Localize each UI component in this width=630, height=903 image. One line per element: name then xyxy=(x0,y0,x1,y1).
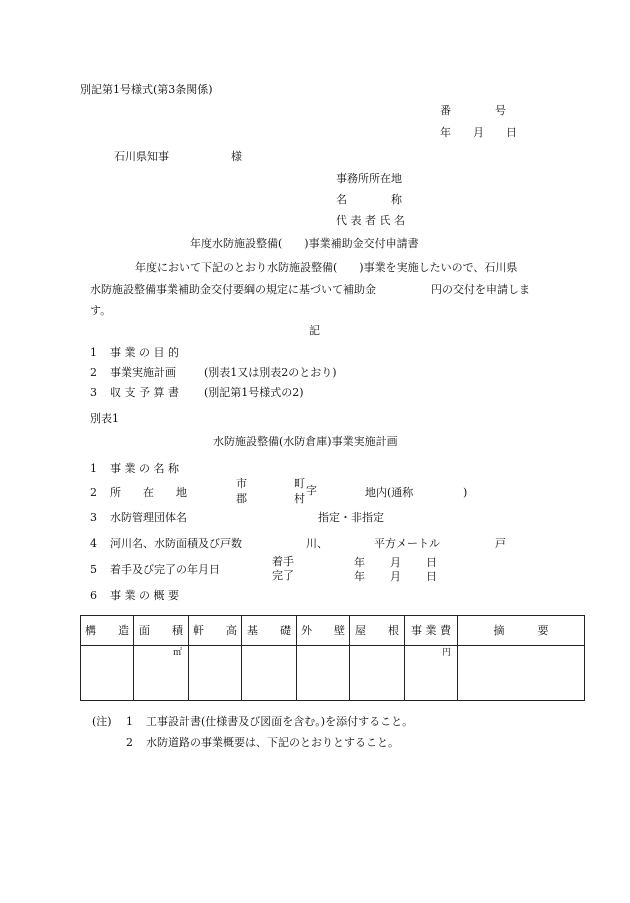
start-day-unit: 日 xyxy=(426,556,437,569)
appendix-label: 別表1 xyxy=(90,412,119,425)
row-number: 4 xyxy=(90,537,97,550)
remarks-cell[interactable] xyxy=(458,646,585,701)
header-project-cost: 事 業 費 xyxy=(405,616,458,646)
row-label: 着手及び完了の年月日 xyxy=(110,563,220,576)
appendix-title: 水防施設整備(水防倉庫)事業実施計画 xyxy=(213,435,398,448)
form-reference: 別記第1号様式(第3条関係) xyxy=(80,83,213,96)
row-number: 3 xyxy=(90,511,97,524)
applicant-name-label: 名 称 xyxy=(336,193,402,206)
designation-text: 指定・非指定 xyxy=(318,511,384,524)
ki-heading: 記 xyxy=(309,324,320,337)
document-number: 番 号 xyxy=(440,104,506,117)
item-number: 1 xyxy=(90,346,97,359)
city-label: 市 xyxy=(236,477,247,490)
start-month-unit: 月 xyxy=(390,556,401,569)
row-label: 水防管理団体名 xyxy=(110,511,187,524)
addressee-suffix: 様 xyxy=(231,150,242,163)
note-number: 1 xyxy=(126,715,133,728)
header-remarks: 摘 要 xyxy=(458,616,585,646)
finish-label: 完了 xyxy=(272,569,294,582)
row-label: 所 在 地 xyxy=(110,486,187,499)
document-date: 年 月 日 xyxy=(440,126,517,139)
eaves-height-cell[interactable] xyxy=(189,646,242,701)
body-text-line-1: 年度において下記のとおり水防施設整備( )事業を実施したいので、石川県 xyxy=(135,261,518,274)
item-note: (別表1又は別表2のとおり) xyxy=(204,366,337,379)
chinai-label: 地内(通称 xyxy=(365,486,414,499)
item-note: (別記第1号様式の2) xyxy=(204,386,304,399)
header-area: 面 積 xyxy=(134,616,189,646)
item-label: 事業実施計画 xyxy=(110,366,176,379)
note-number: 2 xyxy=(126,736,133,749)
area-unit: 平方メートル xyxy=(374,537,440,550)
header-eaves-height: 軒 高 xyxy=(189,616,242,646)
header-exterior-wall: 外 壁 xyxy=(297,616,350,646)
table-header-row xyxy=(81,616,585,646)
item-label: 事 業 の 目 的 xyxy=(110,346,179,359)
note-text: 水防道路の事業概要は、下記のとおりとすること。 xyxy=(146,736,399,749)
households-unit: 戸 xyxy=(495,537,506,550)
header-foundation: 基 礎 xyxy=(242,616,297,646)
body-text-line-2: 水防施設整備事業補助金交付要綱の規定に基づいて補助金 円の交付を申請しま xyxy=(90,283,530,296)
row-number: 1 xyxy=(90,462,97,475)
note-text: 工事設計書(仕様書及び図面を含む。)を添付すること。 xyxy=(146,715,414,728)
item-label: 収 支 予 算 書 xyxy=(110,386,179,399)
row-label: 河川名、水防面積及び戸数 xyxy=(110,537,242,550)
document-title: 年度水防施設整備( )事業補助金交付申請書 xyxy=(190,237,419,250)
item-number: 2 xyxy=(90,366,97,379)
office-address-label: 事務所所在地 xyxy=(336,172,402,185)
table-row xyxy=(81,646,585,701)
project-outline-table xyxy=(80,615,585,701)
area-cell[interactable]: ㎡ xyxy=(134,646,189,701)
aza-label: 字 xyxy=(306,484,317,497)
body-text-line-3: す。 xyxy=(90,304,112,317)
chinai-close-paren: ) xyxy=(463,486,468,499)
header-structure: 構 造 xyxy=(81,616,134,646)
header-roof: 屋 根 xyxy=(350,616,405,646)
village-label: 村 xyxy=(294,492,305,505)
row-number: 5 xyxy=(90,563,97,576)
row-label: 事 業 の 概 要 xyxy=(110,589,179,602)
project-cost-cell[interactable]: 円 xyxy=(405,646,458,701)
start-label: 着手 xyxy=(272,555,294,568)
start-year-unit: 年 xyxy=(354,556,365,569)
river-unit: 川、 xyxy=(306,537,328,550)
county-label: 郡 xyxy=(236,492,247,505)
exterior-wall-cell[interactable] xyxy=(297,646,350,701)
representative-label: 代 表 者 氏 名 xyxy=(336,214,405,227)
finish-day-unit: 日 xyxy=(426,570,437,583)
item-number: 3 xyxy=(90,386,97,399)
finish-month-unit: 月 xyxy=(390,570,401,583)
town-label: 町 xyxy=(294,477,305,490)
finish-year-unit: 年 xyxy=(354,570,365,583)
foundation-cell[interactable] xyxy=(242,646,297,701)
addressee: 石川県知事 xyxy=(114,150,169,163)
roof-cell[interactable] xyxy=(350,646,405,701)
row-number: 2 xyxy=(90,486,97,499)
notes-label: (注) xyxy=(92,715,112,728)
structure-cell[interactable] xyxy=(81,646,134,701)
row-label: 事 業 の 名 称 xyxy=(110,462,179,475)
row-number: 6 xyxy=(90,589,97,602)
